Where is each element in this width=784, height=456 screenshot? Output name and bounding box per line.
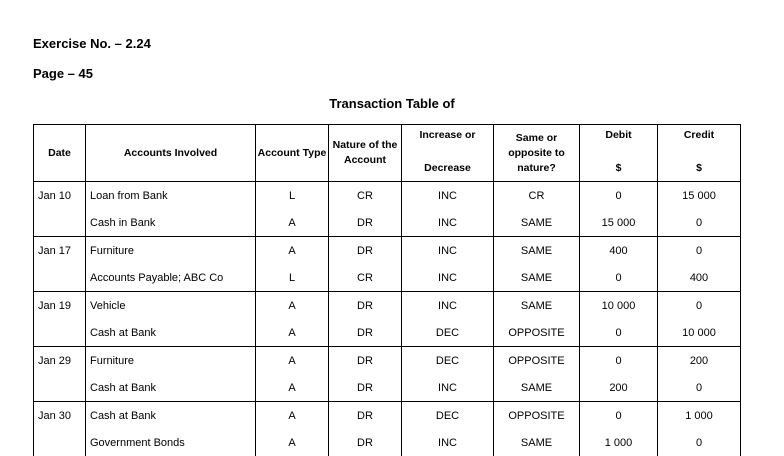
table-row — [34, 429, 741, 456]
cell-debit: 0 — [580, 182, 658, 210]
cell-nature: DR — [329, 237, 402, 265]
cell-change: INC — [402, 237, 494, 265]
cell-date: Jan 30 — [34, 402, 86, 430]
cell-credit: 400 — [658, 264, 741, 292]
cell-type: A — [256, 209, 329, 237]
cell-change: INC — [402, 182, 494, 210]
cell-change: DEC — [402, 347, 494, 375]
header-date: Date — [34, 125, 86, 182]
header-account-type: Account Type — [256, 125, 329, 182]
cell-debit: 400 — [580, 237, 658, 265]
cell-account: Loan from Bank — [86, 182, 256, 210]
cell-nature: DR — [329, 292, 402, 320]
cell-type: A — [256, 429, 329, 456]
cell-debit: 15 000 — [580, 209, 658, 237]
table-row — [34, 402, 741, 430]
cell-date — [34, 374, 86, 402]
cell-nature: DR — [329, 429, 402, 456]
cell-change: DEC — [402, 319, 494, 347]
cell-credit: 0 — [658, 237, 741, 265]
cell-date — [34, 429, 86, 456]
table-title: Transaction Table of — [329, 96, 455, 111]
cell-type: A — [256, 374, 329, 402]
cell-type: L — [256, 264, 329, 292]
header-credit: Credit $ — [658, 125, 741, 182]
cell-same-opposite: CR — [494, 182, 580, 210]
cell-type: L — [256, 182, 329, 210]
cell-date — [34, 319, 86, 347]
cell-change: INC — [402, 374, 494, 402]
header-increase-decrease: Increase or Decrease — [402, 125, 494, 182]
cell-account: Cash in Bank — [86, 209, 256, 237]
cell-debit: 1 000 — [580, 429, 658, 456]
cell-debit: 200 — [580, 374, 658, 402]
cell-nature: DR — [329, 402, 402, 430]
table-row — [34, 347, 741, 375]
cell-type: A — [256, 237, 329, 265]
cell-credit: 0 — [658, 292, 741, 320]
cell-credit: 15 000 — [658, 182, 741, 210]
cell-debit: 0 — [580, 264, 658, 292]
cell-same-opposite: SAME — [494, 209, 580, 237]
cell-same-opposite: SAME — [494, 374, 580, 402]
cell-credit: 0 — [658, 209, 741, 237]
cell-nature: CR — [329, 264, 402, 292]
cell-debit: 0 — [580, 347, 658, 375]
cell-account: Cash at Bank — [86, 319, 256, 347]
header-debit: Debit $ — [580, 125, 658, 182]
cell-type: A — [256, 292, 329, 320]
cell-credit: 0 — [658, 429, 741, 456]
cell-date — [34, 264, 86, 292]
cell-account: Vehicle — [86, 292, 256, 320]
exercise-heading: Exercise No. – 2.24 — [33, 36, 151, 51]
cell-date — [34, 209, 86, 237]
table-row — [34, 292, 741, 320]
table-row — [34, 319, 741, 347]
cell-change: INC — [402, 429, 494, 456]
cell-same-opposite: SAME — [494, 237, 580, 265]
cell-account: Accounts Payable; ABC Co — [86, 264, 256, 292]
header-nature: Nature of the Account — [329, 125, 402, 182]
table-row — [34, 182, 741, 210]
cell-change: INC — [402, 264, 494, 292]
cell-same-opposite: OPPOSITE — [494, 347, 580, 375]
cell-date: Jan 19 — [34, 292, 86, 320]
table-header-row — [34, 125, 741, 182]
cell-same-opposite: SAME — [494, 429, 580, 456]
transaction-table — [33, 124, 741, 456]
cell-debit: 10 000 — [580, 292, 658, 320]
cell-nature: CR — [329, 182, 402, 210]
cell-account: Furniture — [86, 237, 256, 265]
cell-change: DEC — [402, 402, 494, 430]
table-row — [34, 237, 741, 265]
cell-nature: DR — [329, 374, 402, 402]
cell-change: INC — [402, 209, 494, 237]
cell-credit: 1 000 — [658, 402, 741, 430]
header-same-opposite: Same or opposite to nature? — [494, 125, 580, 182]
cell-nature: DR — [329, 347, 402, 375]
cell-debit: 0 — [580, 402, 658, 430]
cell-type: A — [256, 347, 329, 375]
table-row — [34, 209, 741, 237]
cell-same-opposite: OPPOSITE — [494, 402, 580, 430]
cell-nature: DR — [329, 319, 402, 347]
page-heading: Page – 45 — [33, 66, 93, 81]
cell-type: A — [256, 319, 329, 347]
cell-same-opposite: SAME — [494, 264, 580, 292]
cell-date: Jan 17 — [34, 237, 86, 265]
cell-account: Government Bonds — [86, 429, 256, 456]
cell-credit: 10 000 — [658, 319, 741, 347]
header-accounts-involved: Accounts Involved — [86, 125, 256, 182]
cell-same-opposite: OPPOSITE — [494, 319, 580, 347]
cell-account: Cash at Bank — [86, 374, 256, 402]
cell-account: Furniture — [86, 347, 256, 375]
cell-debit: 0 — [580, 319, 658, 347]
cell-account: Cash at Bank — [86, 402, 256, 430]
cell-date: Jan 10 — [34, 182, 86, 210]
cell-same-opposite: SAME — [494, 292, 580, 320]
cell-type: A — [256, 402, 329, 430]
cell-date: Jan 29 — [34, 347, 86, 375]
cell-nature: DR — [329, 209, 402, 237]
cell-credit: 200 — [658, 347, 741, 375]
cell-credit: 0 — [658, 374, 741, 402]
table-row — [34, 264, 741, 292]
table-row — [34, 374, 741, 402]
cell-change: INC — [402, 292, 494, 320]
